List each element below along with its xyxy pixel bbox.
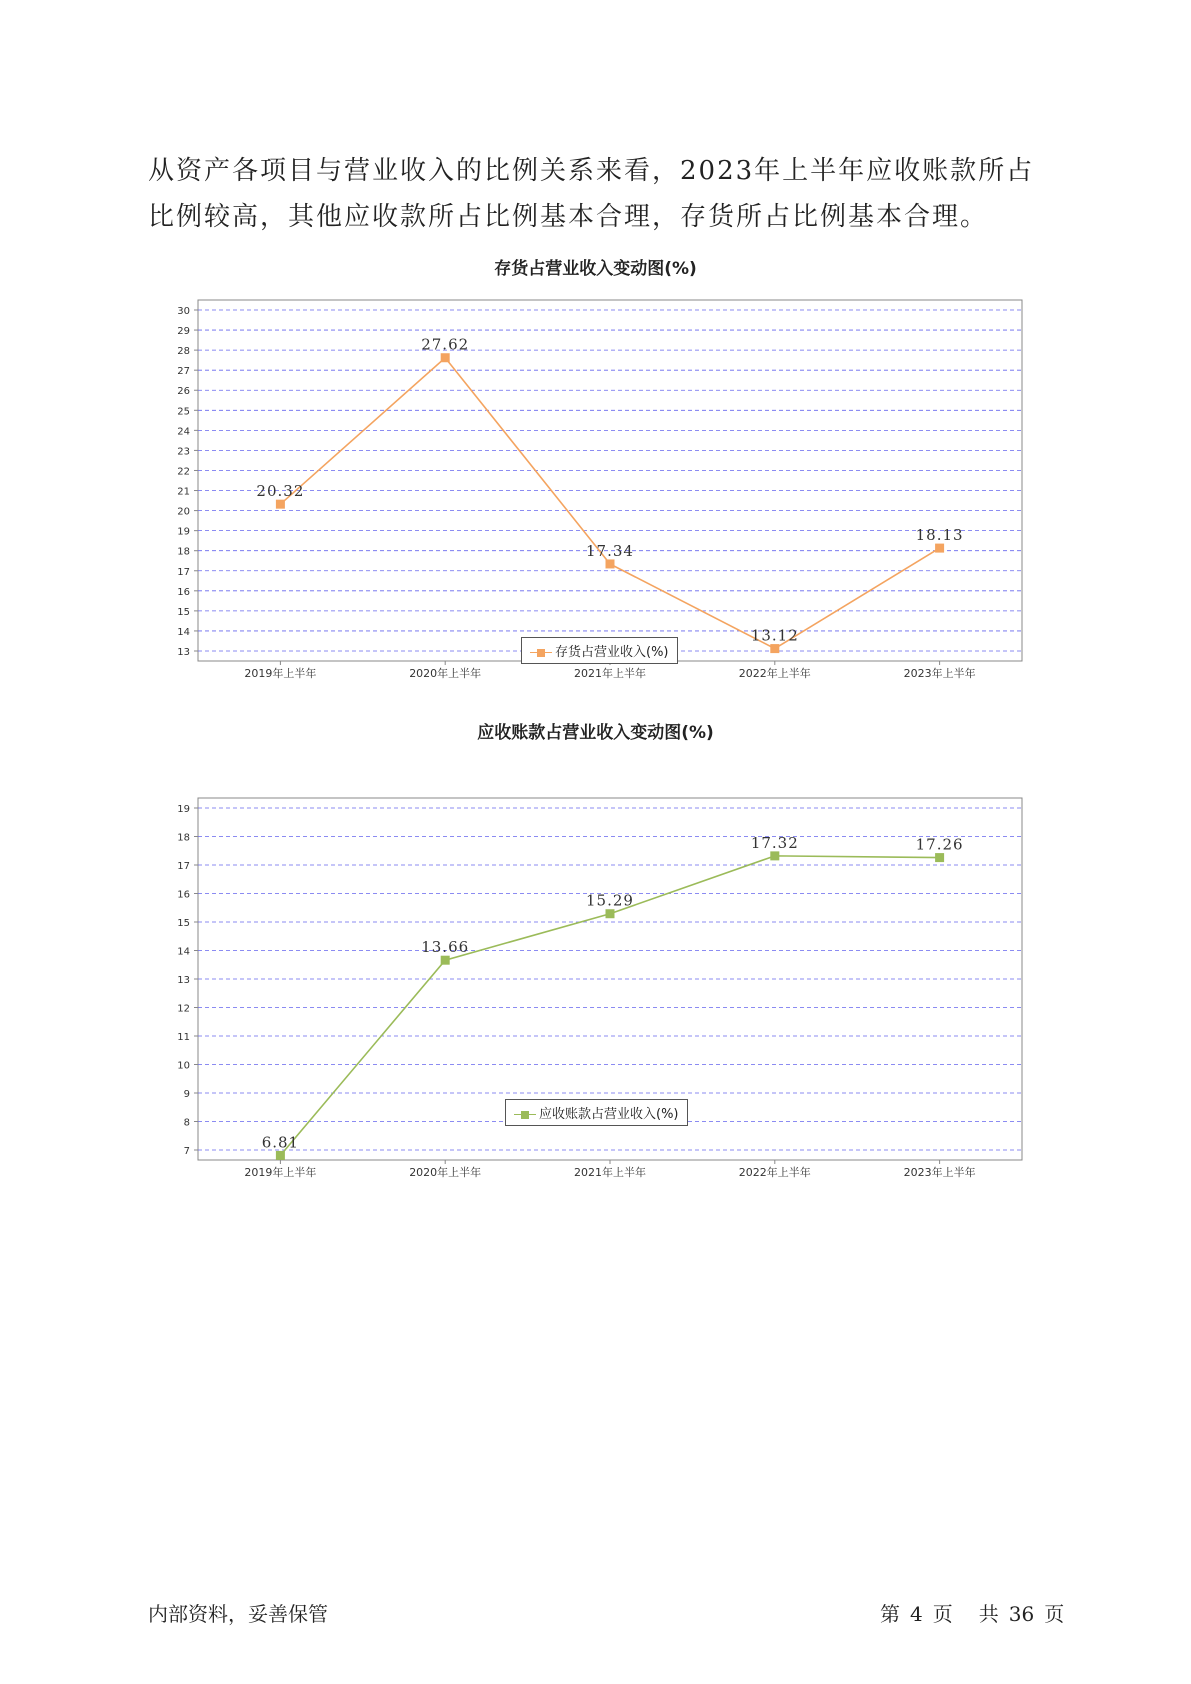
page-suffix: 页 bbox=[932, 1602, 953, 1626]
receivables-chart-title: 应收账款占营业收入变动图(%) bbox=[477, 723, 714, 743]
y-tick-label: 18 bbox=[177, 546, 190, 558]
y-tick-label: 14 bbox=[177, 946, 190, 958]
page-number: 4 bbox=[910, 1602, 923, 1626]
data-label: 15.29 bbox=[586, 891, 634, 910]
data-point bbox=[441, 956, 450, 965]
data-label: 17.32 bbox=[750, 833, 799, 852]
y-tick-label: 13 bbox=[177, 647, 190, 658]
x-tick-label: 2022年上半年 bbox=[738, 1166, 811, 1179]
legend-label: 应收账款占营业收入(%) bbox=[539, 1107, 679, 1122]
inventory-chart-title: 存货占营业收入变动图(%) bbox=[494, 259, 697, 279]
x-tick-label: 2020年上半年 bbox=[409, 1166, 482, 1179]
y-tick-label: 10 bbox=[177, 1060, 190, 1072]
data-label: 17.34 bbox=[586, 541, 634, 560]
legend-label: 存货占营业收入(%) bbox=[555, 645, 669, 660]
y-tick-label: 22 bbox=[177, 466, 190, 478]
x-tick-label: 2023年上半年 bbox=[903, 667, 976, 680]
x-tick-label: 2023年上半年 bbox=[903, 1166, 976, 1179]
data-point bbox=[935, 853, 944, 862]
y-tick-label: 7 bbox=[183, 1146, 190, 1157]
y-tick-label: 19 bbox=[177, 526, 190, 538]
total-prefix: 共 bbox=[978, 1602, 999, 1626]
x-tick-label: 2022年上半年 bbox=[738, 667, 811, 680]
data-label: 27.62 bbox=[421, 335, 470, 354]
y-tick-label: 21 bbox=[177, 486, 190, 498]
data-point bbox=[276, 1151, 285, 1160]
y-tick-label: 18 bbox=[177, 832, 190, 844]
receivables-chart-legend bbox=[505, 1099, 688, 1126]
legend-line-marker-icon bbox=[514, 1109, 536, 1121]
page-prefix: 第 bbox=[880, 1602, 900, 1626]
x-tick-label: 2021年上半年 bbox=[574, 1166, 646, 1179]
y-tick-label: 15 bbox=[177, 918, 190, 929]
data-label: 6.81 bbox=[261, 1133, 300, 1152]
x-tick-label: 2019年上半年 bbox=[244, 667, 317, 680]
y-tick-label: 15 bbox=[177, 606, 190, 618]
data-label: 17.26 bbox=[915, 835, 964, 854]
data-label: 13.66 bbox=[421, 938, 470, 957]
y-tick-label: 14 bbox=[177, 626, 190, 638]
y-tick-label: 20 bbox=[177, 506, 190, 518]
x-tick-label: 2019年上半年 bbox=[244, 1166, 317, 1179]
data-label: 18.13 bbox=[915, 526, 964, 545]
data-label: 20.32 bbox=[256, 482, 305, 501]
data-label: 13.12 bbox=[750, 626, 799, 645]
y-tick-label: 17 bbox=[177, 566, 190, 578]
y-tick-label: 16 bbox=[177, 586, 190, 598]
y-tick-label: 29 bbox=[177, 326, 190, 338]
y-tick-label: 25 bbox=[177, 406, 190, 418]
y-tick-label: 30 bbox=[177, 306, 190, 317]
y-tick-label: 16 bbox=[177, 889, 190, 901]
total-pages: 36 bbox=[1008, 1602, 1035, 1626]
y-tick-label: 27 bbox=[177, 366, 190, 378]
y-tick-label: 19 bbox=[177, 804, 190, 815]
x-tick-label: 2020年上半年 bbox=[409, 667, 482, 680]
x-tick-label: 2021年上半年 bbox=[574, 667, 646, 680]
y-tick-label: 24 bbox=[177, 426, 190, 438]
y-tick-label: 26 bbox=[177, 386, 190, 398]
data-point bbox=[770, 851, 779, 860]
y-tick-label: 23 bbox=[177, 446, 190, 458]
y-tick-label: 11 bbox=[177, 1032, 190, 1043]
y-tick-label: 28 bbox=[177, 346, 190, 358]
y-tick-label: 8 bbox=[183, 1117, 190, 1129]
data-point bbox=[606, 909, 615, 918]
y-tick-label: 17 bbox=[177, 861, 190, 872]
y-tick-label: 13 bbox=[177, 975, 190, 986]
y-tick-label: 9 bbox=[183, 1089, 190, 1100]
body-paragraph: 从资产各项目与营业收入的比例关系来看，2023年上半年应收账款所占比例较高，其他应收款所占比例基本合理，存货所占比例基本合理。 bbox=[148, 156, 1035, 232]
total-suffix: 页 bbox=[1044, 1602, 1065, 1626]
footer-confidential-note: 内部资料，妥善保管 bbox=[148, 1602, 328, 1626]
footer-page-info bbox=[880, 1598, 1074, 1627]
y-tick-label: 12 bbox=[177, 1003, 190, 1015]
